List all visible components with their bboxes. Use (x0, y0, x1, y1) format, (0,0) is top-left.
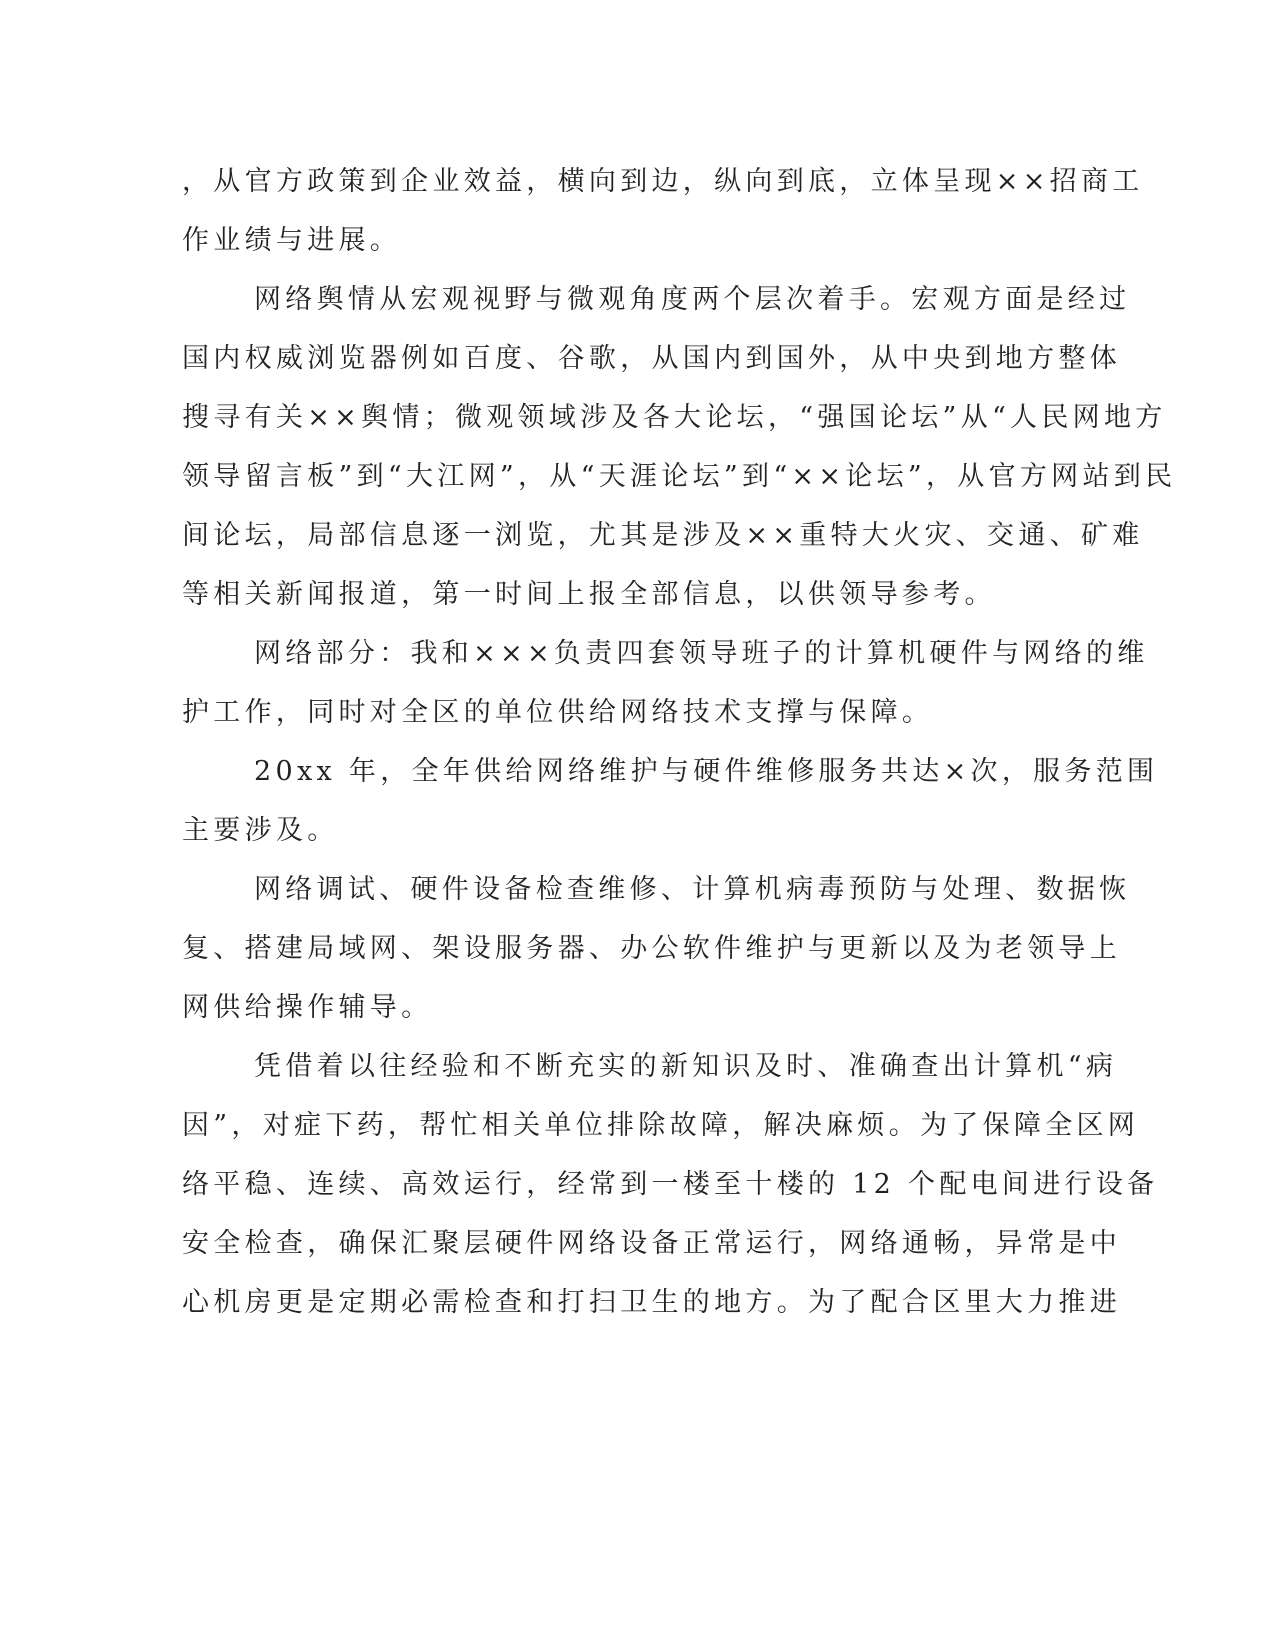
paragraph-4 (182, 742, 1159, 860)
paragraph-6 (182, 1037, 1159, 1332)
paragraph-line: 复、搭建局域网、架设服务器、办公软件维护与更新以及为老领导上 (182, 933, 1121, 964)
paragraph-1 (182, 152, 1144, 270)
paragraph-line: 网络部分：我和×××负责四套领导班子的计算机硬件与网络的维 (254, 638, 1149, 669)
paragraph-line: 国内权威浏览器例如百度、谷歌，从国内到国外，从中央到地方整体 (182, 343, 1121, 374)
paragraph-line: ，从官方政策到企业效益，横向到边，纵向到底，立体呈现××招商工 (182, 166, 1144, 197)
paragraph-2 (182, 270, 1177, 624)
paragraph-line: 凭借着以往经验和不断充实的新知识及时、准确查出计算机“病 (254, 1051, 1118, 1082)
paragraph-line: 主要涉及。 (182, 815, 339, 846)
paragraph-line: 作业绩与进展。 (182, 225, 402, 256)
document-body (182, 152, 1177, 1332)
paragraph-line: 20xx 年，全年供给网络维护与硬件维修服务共达×次，服务范围 (254, 756, 1159, 787)
paragraph-line: 间论坛，局部信息逐一浏览，尤其是涉及××重特大火灾、交通、矿难 (182, 520, 1144, 551)
paragraph-line: 网供给操作辅导。 (182, 992, 433, 1023)
paragraph-line: 领导留言板”到“大江网”，从“天涯论坛”到“××论坛”，从官方网站到民 (182, 461, 1177, 492)
paragraph-line: 网络调试、硬件设备检查维修、计算机病毒预防与处理、数据恢 (254, 874, 1131, 905)
paragraph-line: 搜寻有关××舆情；微观领域涉及各大论坛，“强国论坛”从“人民网地方 (182, 402, 1167, 433)
paragraph-line: 护工作，同时对全区的单位供给网络技术支撑与保障。 (182, 697, 934, 728)
paragraph-5 (182, 860, 1131, 1037)
paragraph-line: 络平稳、连续、高效运行，经常到一楼至十楼的 12 个配电间进行设备 (182, 1169, 1159, 1200)
paragraph-line: 因”，对症下药，帮忙相关单位排除故障，解决麻烦。为了保障全区网 (182, 1110, 1140, 1141)
paragraph-3 (182, 624, 1149, 742)
paragraph-line: 等相关新闻报道，第一时间上报全部信息，以供领导参考。 (182, 579, 996, 610)
paragraph-line: 网络舆情从宏观视野与微观角度两个层次着手。宏观方面是经过 (254, 284, 1131, 315)
paragraph-line: 心机房更是定期必需检查和打扫卫生的地方。为了配合区里大力推进 (182, 1287, 1121, 1318)
paragraph-line: 安全检查，确保汇聚层硬件网络设备正常运行，网络通畅，异常是中 (182, 1228, 1121, 1259)
